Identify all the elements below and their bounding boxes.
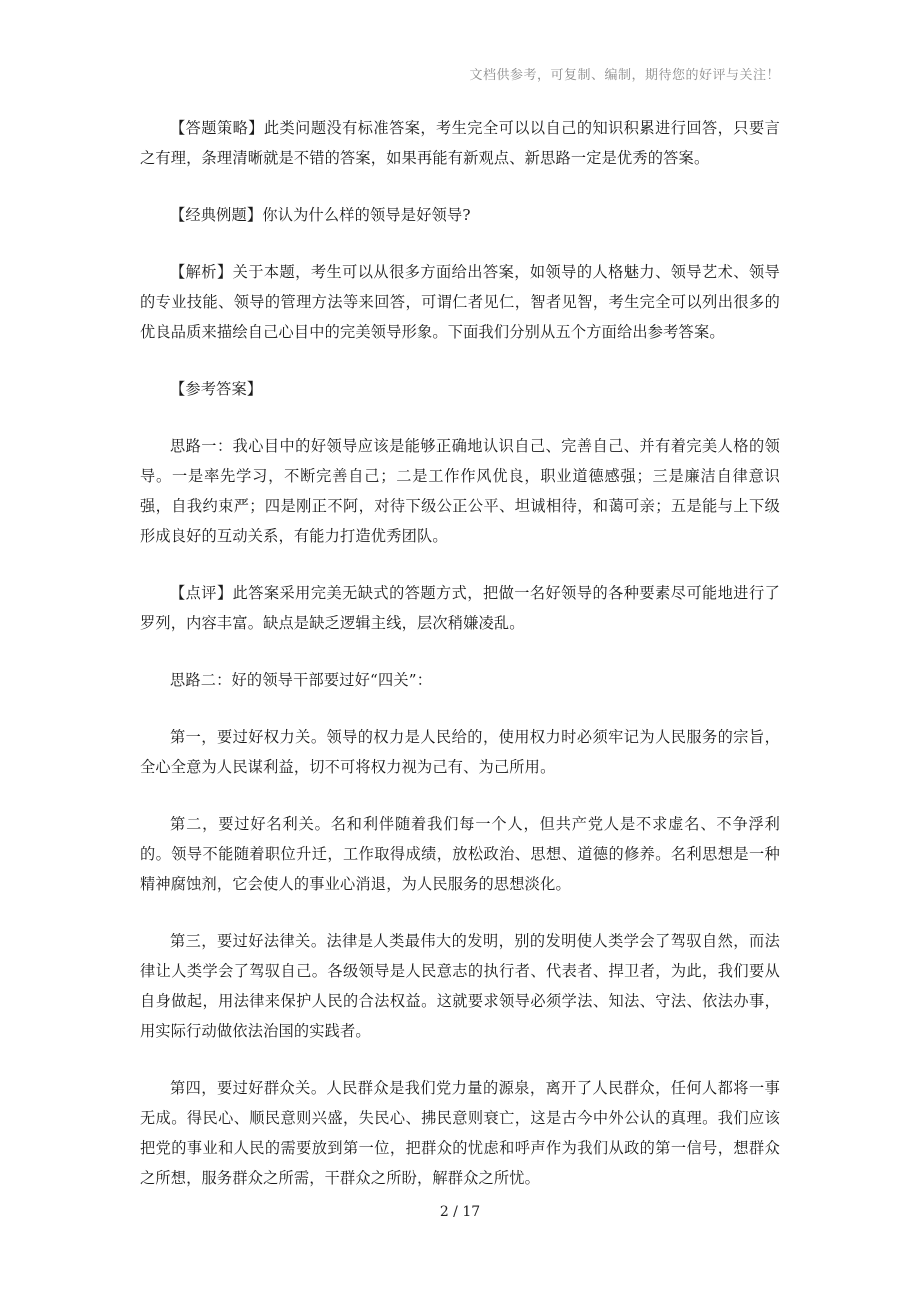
document-body [140, 113, 780, 1220]
paragraph-reference-answer-heading: 【参考答案】 [170, 380, 263, 398]
paragraph-approach-two: 思路二：好的领导干部要过好“四关”： [170, 671, 433, 689]
paragraph-answer-strategy: 【答题策略】此类问题没有标准答案，考生完全可以以自己的知识积累进行回答，只要言之有理，条理清晰就是不错的答案，如果再能有新观点、新思路一定是优秀的答案。 [140, 119, 780, 167]
paragraph-law-gate: 第三，要过好法律关。法律是人类最伟大的发明，别的发明使人类学会了驾驭自然，而法律让人类学会了驾驭自己。各级领导是人民意志的执行者、代表者、捍卫者，为此，我们要从自身做起，用法律来保护人民的合法权益。这就要求领导必须学法、知法、守法、依法办事，用实际行动做依法治国的实践者。 [140, 932, 780, 1040]
paragraph-analysis: 【解析】关于本题，考生可以从很多方面给出答案，如领导的人格魅力、领导艺术、领导的专业技能、领导的管理方法等来回答，可谓仁者见仁，智者见智，考生完全可以列出很多的优良品质来描绘自己心目中的完美领导形象。下面我们分别从五个方面给出参考答案。 [140, 263, 780, 341]
header-note: 文档供参考，可复制、编制，期待您的好评与关注！ [469, 68, 780, 83]
paragraph-approach-one: 思路一：我心目中的好领导应该是能够正确地认识自己、完善自己、并有着完美人格的领导。一是率先学习，不断完善自己；二是工作作风优良，职业道德感强；三是廉洁自律意识强，自我约束严；四是刚正不阿，对待下级公正公平、坦诚相待，和蔼可亲；五是能与上下级形成良好的互动关系，有能力打造优秀团队。 [140, 437, 780, 545]
paragraph-fame-gate: 第二，要过好名利关。名和利伴随着我们每一个人，但共产党人是不求虚名、不争浮利的。领导不能随着职位升迁，工作取得成绩，放松政治、思想、道德的修养。名利思想是一种精神腐蚀剂，它会使人的事业心消退，为人民服务的思想淡化。 [140, 815, 780, 893]
paragraph-comment: 【点评】此答案采用完美无缺式的答题方式，把做一名好领导的各种要素尽可能地进行了罗列，内容丰富。缺点是缺乏逻辑主线，层次稍嫌凌乱。 [140, 584, 780, 632]
paragraph-power-gate: 第一，要过好权力关。领导的权力是人民给的，使用权力时必须牢记为人民服务的宗旨，全心全意为人民谋利益，切不可将权力视为己有、为己所用。 [140, 728, 780, 776]
paragraph-masses-gate: 第四，要过好群众关。人民群众是我们党力量的源泉，离开了人民群众，任何人都将一事无成。得民心、顺民意则兴盛，失民心、拂民意则衰亡，这是古今中外公认的真理。我们应该把党的事业和人民的需要放到第一位，把群众的忧虑和呼声作为我们从政的第一信号，想群众之所想，服务群众之所需，干群众之所盼，解群众之所忧。 [140, 1079, 780, 1187]
paragraph-classic-example: 【经典例题】你认为什么样的领导是好领导? [170, 206, 471, 224]
page-number: 2 / 17 [439, 1204, 481, 1220]
